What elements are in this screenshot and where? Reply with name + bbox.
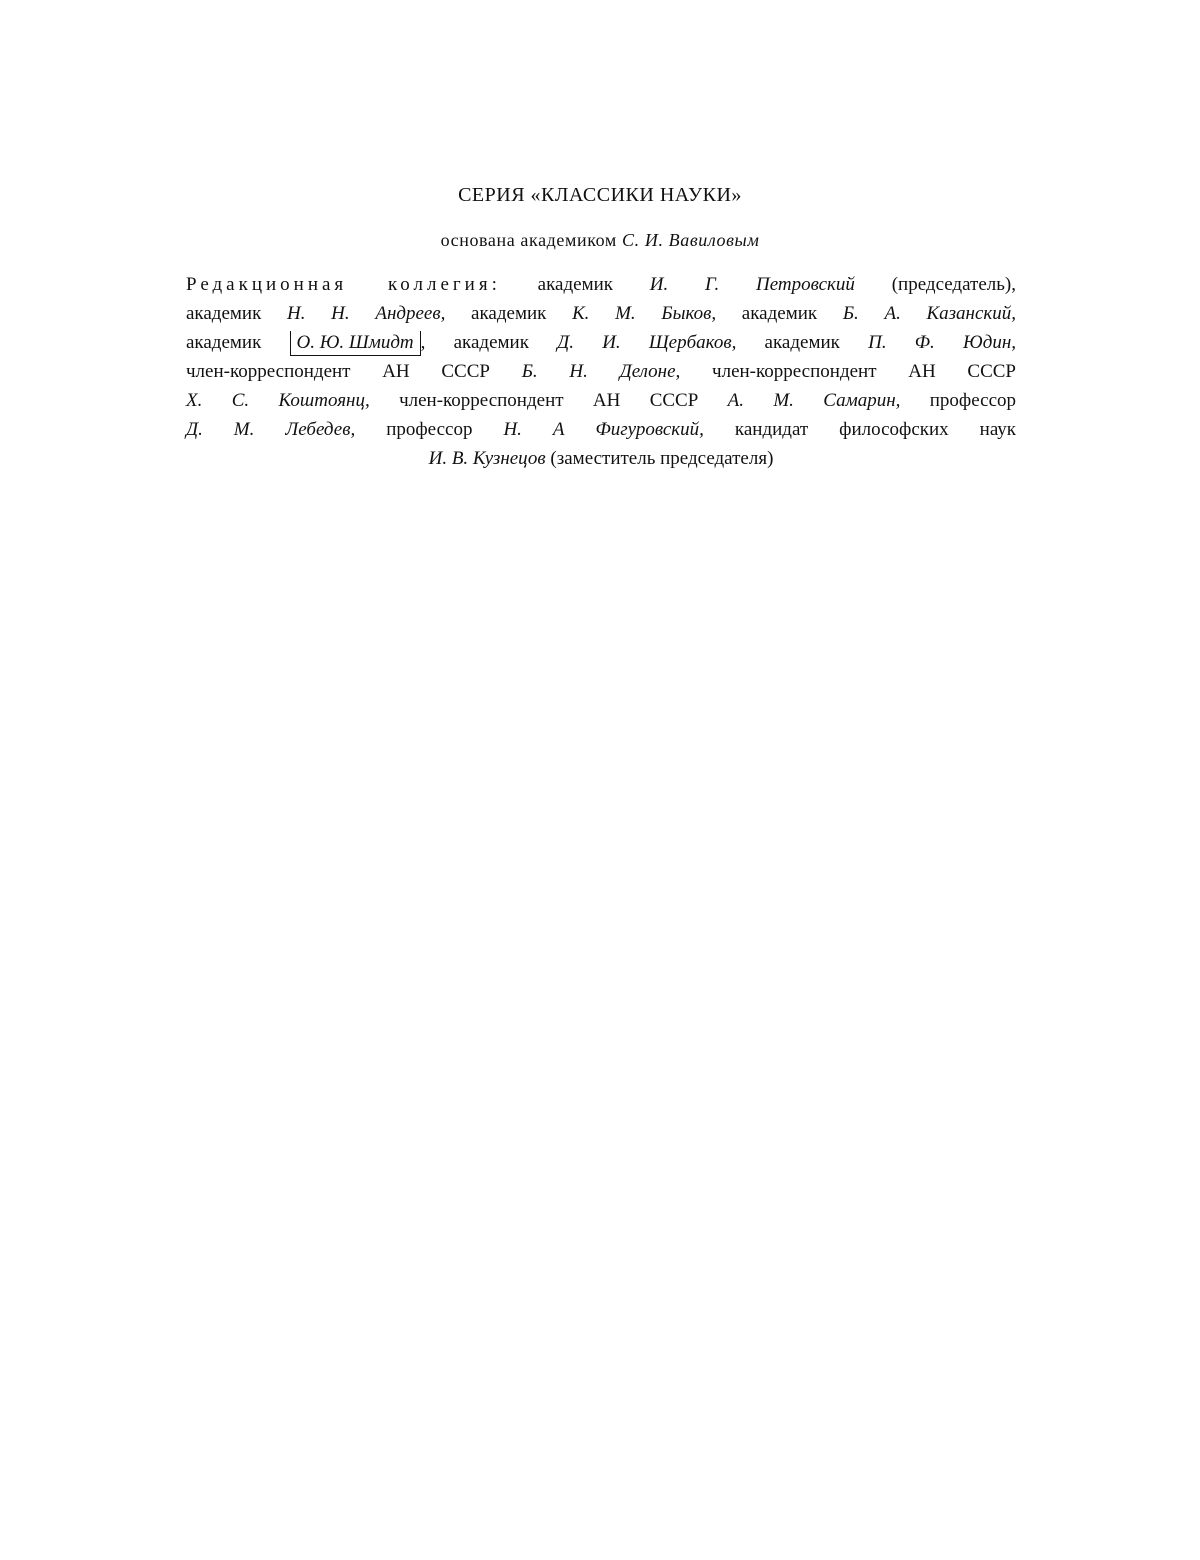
board-member-name: Д. М. Лебедев, [186, 419, 356, 440]
board-title: профессор [386, 419, 473, 440]
board-member-name: Н. Н. Андреев, [287, 303, 446, 324]
board-title: академик [764, 332, 840, 353]
founder-name: С. И. Вавиловым [622, 230, 760, 250]
board-title: академик [186, 332, 262, 353]
board-member-name: А. М. Самарин, [727, 390, 901, 411]
board-member-name: Д. И. Щербаков, [557, 332, 737, 353]
board-title: академик [471, 303, 547, 324]
board-line-7 [186, 444, 1016, 473]
editorial-board [186, 270, 1016, 473]
board-member-name: Н. А Фигуровский, [503, 419, 704, 440]
board-title: академик [537, 274, 613, 295]
board-title: кандидат философских наук [734, 419, 1017, 440]
board-role: (заместитель председателя) [550, 448, 774, 469]
board-member-name: Б. А. Казанский, [842, 303, 1017, 324]
board-line-5 [186, 386, 1016, 415]
board-line-4 [186, 357, 1016, 386]
board-title: , академик [420, 332, 529, 353]
series-founder-line [0, 230, 1200, 251]
board-title: член-корреспондент АН СССР [186, 361, 490, 382]
board-heading: Редакционная коллегия: [186, 274, 501, 295]
board-title: член-корреспондент АН СССР [399, 390, 699, 411]
board-member-name: К. М. Быков, [572, 303, 717, 324]
board-member-name: П. Ф. Юдин, [868, 332, 1017, 353]
board-line-1 [186, 270, 1016, 299]
board-line-6 [186, 415, 1016, 444]
board-title: академик [741, 303, 818, 324]
board-member-name: Х. С. Коштоянц, [186, 390, 370, 411]
board-member-name: Б. Н. Делоне, [521, 361, 681, 382]
board-title: член-корреспондент АН СССР [712, 361, 1017, 382]
founded-prefix: основана академиком [440, 230, 617, 250]
board-member-name: И. В. Кузнецов [428, 448, 546, 469]
board-member-name: И. Г. Петровский [649, 274, 855, 295]
series-title: СЕРИЯ «КЛАССИКИ НАУКИ» [458, 184, 742, 206]
board-line-2 [186, 299, 1016, 328]
board-line-3 [186, 328, 1016, 357]
board-title: академик [186, 303, 262, 324]
board-member-name-boxed: О. Ю. Шмидт [290, 331, 421, 356]
board-title: профессор [929, 390, 1017, 411]
board-role: (председатель), [891, 274, 1016, 295]
